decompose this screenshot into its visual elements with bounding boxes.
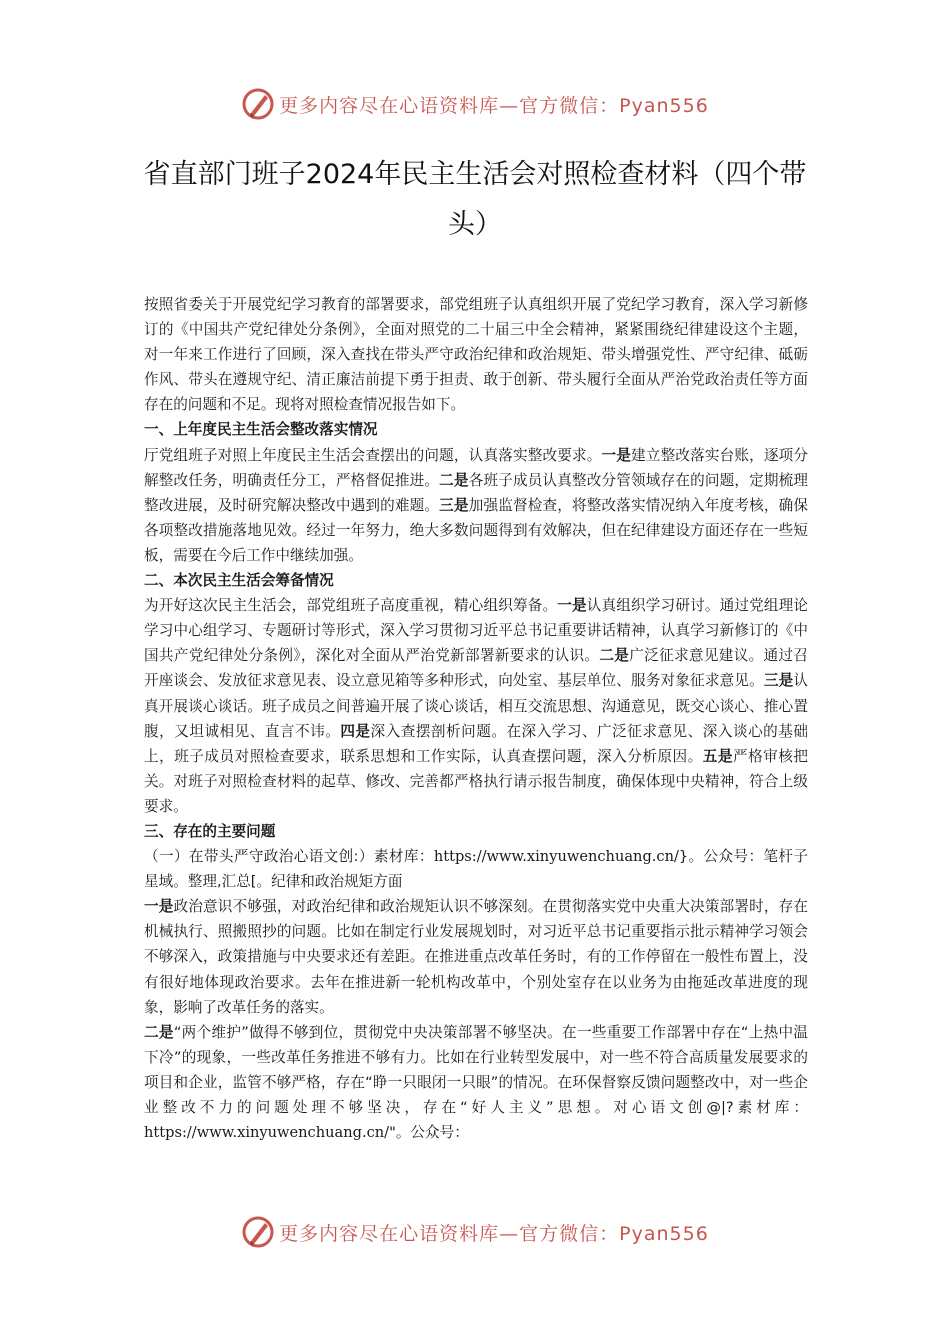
problem-paragraph: 二是“两个维护”做得不够到位，贯彻党中央决策部署不够坚决。在一些重要工作部署中存在“上热中温下冷”的现象，一些改革任务推进不够有力。比如在行业转型发展中，对一些不符合高质量发展要求的项目和企业，监管不够严格，存在“睁一只眼闭一只眼”的情况。在环保督察反馈问题整改中，对一些企业整改不力的问题处理不够坚决，存在“好人主义”思想。对心语文创@|?素材库：https://www.xinyuwenchuang.cn/"。公众号： [144, 1023, 808, 1142]
footer-watermark-banner [0, 1212, 950, 1252]
intro-paragraph: 按照省委关于开展党纪学习教育的部署要求，部党组班子认真组织开展了党纪学习教育，深入学习新修订的《中国共产党纪律处分条例》，全面对照党的二十届三中全会精神，紧紧围绕纪律建设这个主题，对一年来工作进行了回顾，深入查找在带头严守政治纪律和政治规矩、带头增强党性、严守纪律、砥砺作风、带头在遵规守纪、清正廉洁前提下勇于担责、敢于创新、带头履行全面从严治党政治责任等方面存在的问题和不足。现将对照检查情况报告如下。 [144, 296, 808, 414]
problem-paragraph: 一是政治意识不够强，对政治纪律和政治规矩认识不够深刻。在贯彻落实党中央重大决策部署时，存在机械执行、照搬照抄的问题。比如在制定行业发展规划时，对习近平总书记重要指示批示精神学习领会不够深入，政策措施与中央要求还有差距。在推进重点改革任务时，有的工作停留在一般性布置上，没有很好地体现政治要求。去年在推进新一轮机构改革中，个别处室存在以业务为由拖延改革进度的现象，影响了改革任务的落实。 [144, 898, 808, 1016]
header-watermark-banner [0, 84, 950, 124]
document-title: 省直部门班子2024年民主生活会对照检查材料（四个带头） [143, 159, 807, 240]
banner-text: 更多内容尽在心语资料库—官方微信：Pyan556 [279, 94, 709, 117]
section-paragraph: 厅党组班子对照上年度民主生活会查摆出的问题，认真落实整改要求。一是建立整改落实台账，逐项分解整改任务，明确责任分工，严格督促推进。二是各班子成员认真整改分管领域存在的问题，定期梳理整改进展，及时研究解决整改中遇到的难题。三是加强监督检查，将整改落实情况纳入年度考核，确保各项整改措施落地见效。经过一年努力，绝大多数问题得到有效解决，但在纪律建设方面还存在一些短板，需要在今后工作中继续加强。 [144, 446, 808, 564]
pen-logo-icon [241, 1215, 275, 1249]
section-heading: 一、上年度民主生活会整改落实情况 [144, 421, 378, 439]
section-heading: 二、本次民主生活会筹备情况 [144, 572, 334, 590]
section-paragraph: 为开好这次民主生活会，部党组班子高度重视，精心组织筹备。一是认真组织学习研讨。通过党组理论学习中心组学习、专题研讨等形式，深入学习贯彻习近平总书记重要讲话精神，认真学习新修订的《中国共产党纪律处分条例》，深化对全面从严治党新部署新要求的认识。二是广泛征求意见建议。通过召开座谈会、发放征求意见表、设立意见箱等多种形式，向处室、基层单位、服务对象征求意见。三是认真开展谈心谈话。班子成员之间普遍开展了谈心谈话，相互交流思想、沟通意见，既交心谈心、推心置腹，又坦诚相见、直言不讳。四是深入查摆剖析问题。在深入学习、广泛征求意见、深入谈心的基础上，班子成员对照检查要求，联系思想和工作实际，认真查摆问题，深入分析原因。五是严格审核把关。对班子对照检查材料的起草、修改、完善都严格执行请示报告制度，确保体现中央精神，符合上级要求。 [144, 597, 808, 815]
banner-text: 更多内容尽在心语资料库—官方微信：Pyan556 [279, 1222, 709, 1245]
pen-logo-icon [241, 87, 275, 121]
section-heading: 三、存在的主要问题 [144, 822, 276, 840]
subsection-heading: （一）在带头严守政治心语文创:）素材库：https://www.xinyuwenchuang.cn/}。公众号：笔杆子星域。整理,汇总[。纪律和政治规矩方面 [144, 848, 808, 891]
document-body [144, 292, 808, 1145]
